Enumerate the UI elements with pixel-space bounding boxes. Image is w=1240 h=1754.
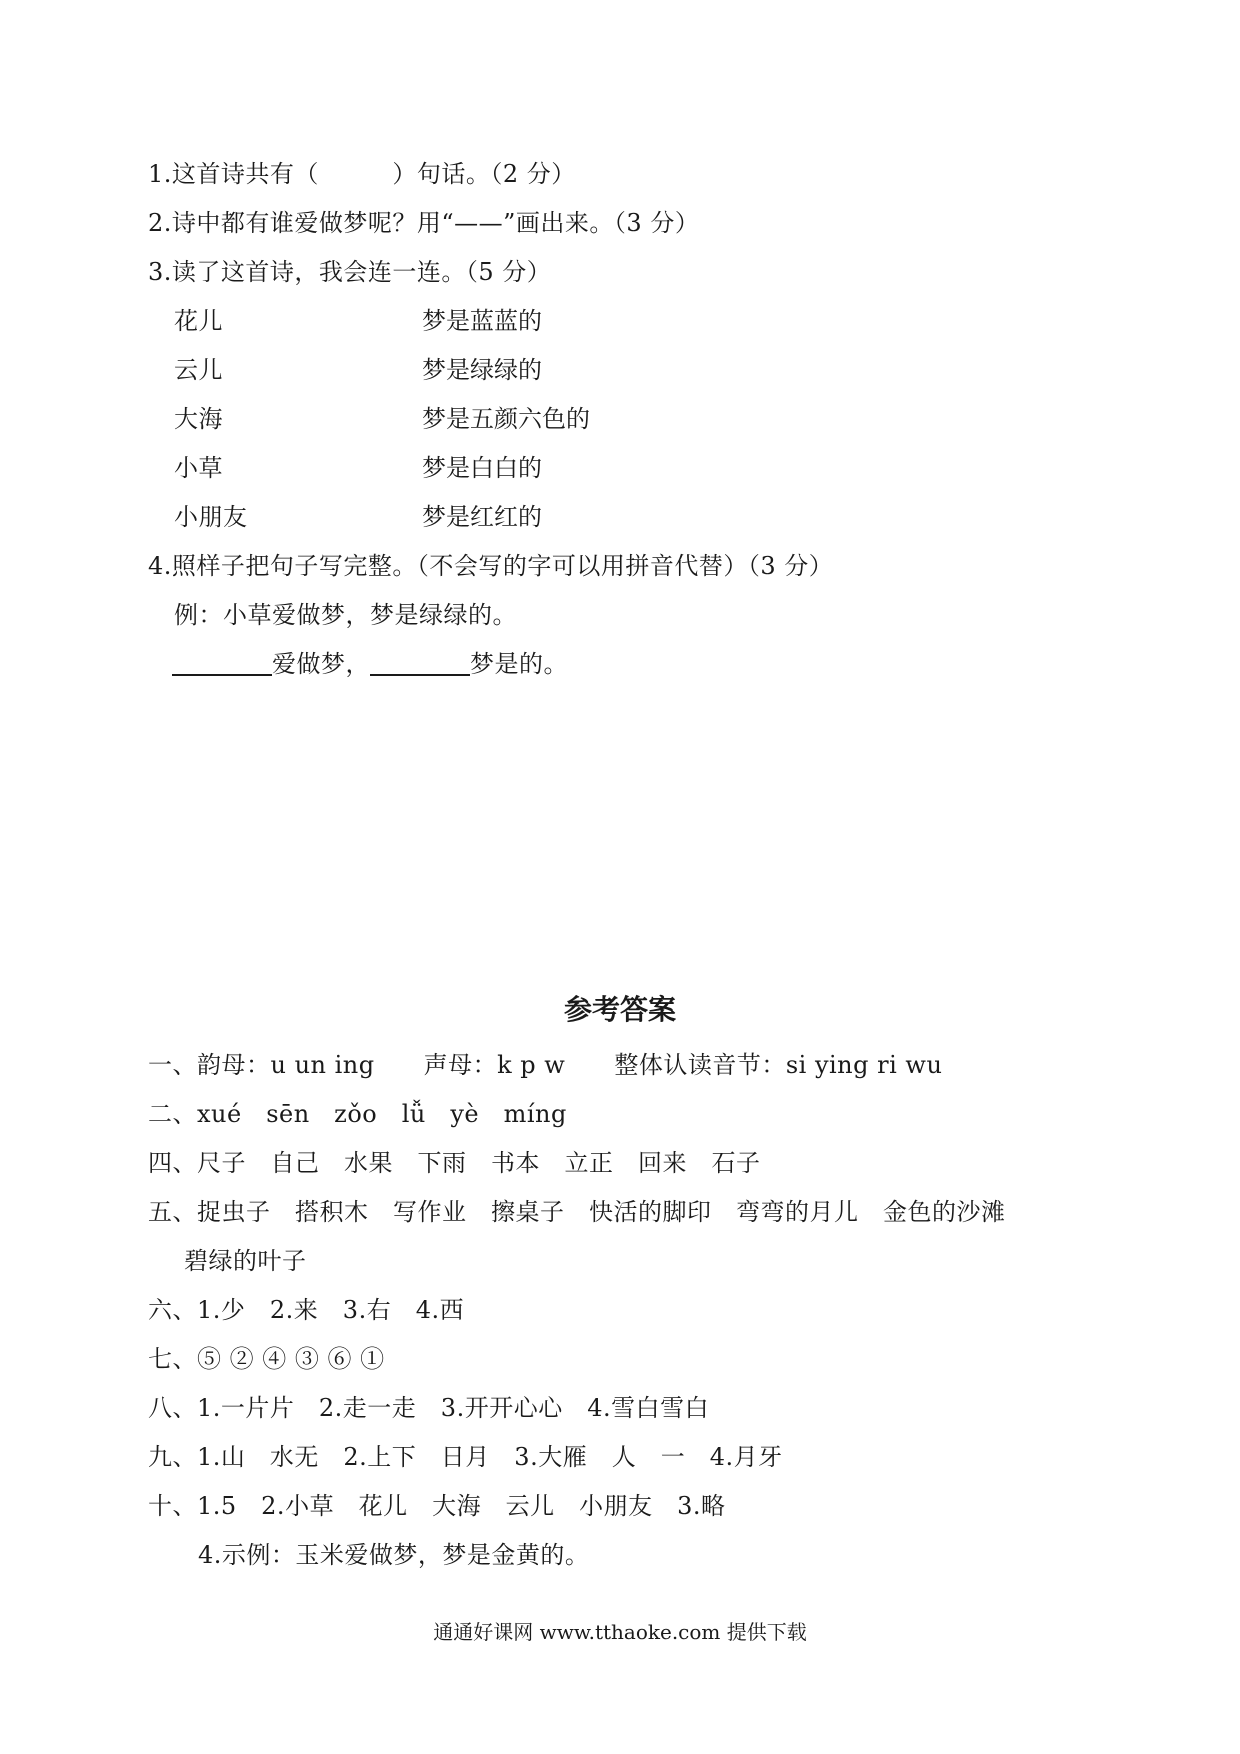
answer-line: 九、1.山 水无 2.上下 日月 3.大雁 人 一 4.月牙: [148, 1443, 783, 1471]
answer-title: 参考答案: [563, 993, 676, 1026]
example-sentence: 例：小草爱做梦，梦是绿绿的。: [174, 601, 517, 629]
match-right-1: 梦是蓝蓝的: [422, 307, 542, 335]
page-footer: 通通好课网 www.tthaoke.com 提供下载: [433, 1620, 807, 1644]
blank-line-2: [370, 650, 470, 676]
match-left-1: 花儿: [174, 307, 223, 335]
match-right-3: 梦是五颜六色的: [422, 405, 590, 433]
answer-line: 一、韵母：u un ing 声母：k p w 整体认读音节：si ying ri wu: [148, 1051, 943, 1079]
answer-line: 四、尺子 自己 水果 下雨 书本 立正 回来 石子: [148, 1149, 761, 1177]
fill-part-2: 梦是的。: [470, 650, 568, 678]
match-right-2: 梦是绿绿的: [422, 356, 542, 384]
question-2: 2.诗中都有谁爱做梦呢？用“——”画出来。（3 分）: [148, 209, 700, 237]
fill-part-1: 爱做梦，: [272, 650, 370, 678]
blank-line-1: [172, 650, 272, 676]
question-4: 4.照样子把句子写完整。（不会写的字可以用拼音代替）（3 分）: [148, 552, 834, 580]
answer-line: 六、1.少 2.来 3.右 4.西: [148, 1296, 465, 1324]
answer-line: 七、⑤ ② ④ ③ ⑥ ①: [148, 1345, 385, 1373]
match-right-5: 梦是红红的: [422, 503, 542, 531]
match-left-2: 云儿: [174, 356, 223, 384]
question-3: 3.读了这首诗，我会连一连。（5 分）: [148, 258, 552, 286]
answer-line: 十、1.5 2.小草 花儿 大海 云儿 小朋友 3.略: [148, 1492, 726, 1520]
answer-line: 4.示例：玉米爱做梦，梦是金黄的。: [198, 1541, 590, 1569]
match-left-5: 小朋友: [174, 503, 248, 531]
question-1: 1.这首诗共有（ ）句话。（2 分）: [148, 160, 576, 188]
answer-line: 二、xué sēn zǒo lǚ yè míng: [148, 1100, 567, 1128]
fill-in-sentence: [172, 648, 568, 680]
answer-line: 五、捉虫子 搭积木 写作业 擦桌子 快活的脚印 弯弯的月儿 金色的沙滩: [148, 1198, 1006, 1226]
answer-line: 八、1.一片片 2.走一走 3.开开心心 4.雪白雪白: [148, 1394, 710, 1422]
match-left-4: 小草: [174, 454, 223, 482]
match-left-3: 大海: [174, 405, 223, 433]
answer-line: 碧绿的叶子: [184, 1247, 307, 1275]
match-right-4: 梦是白白的: [422, 454, 542, 482]
